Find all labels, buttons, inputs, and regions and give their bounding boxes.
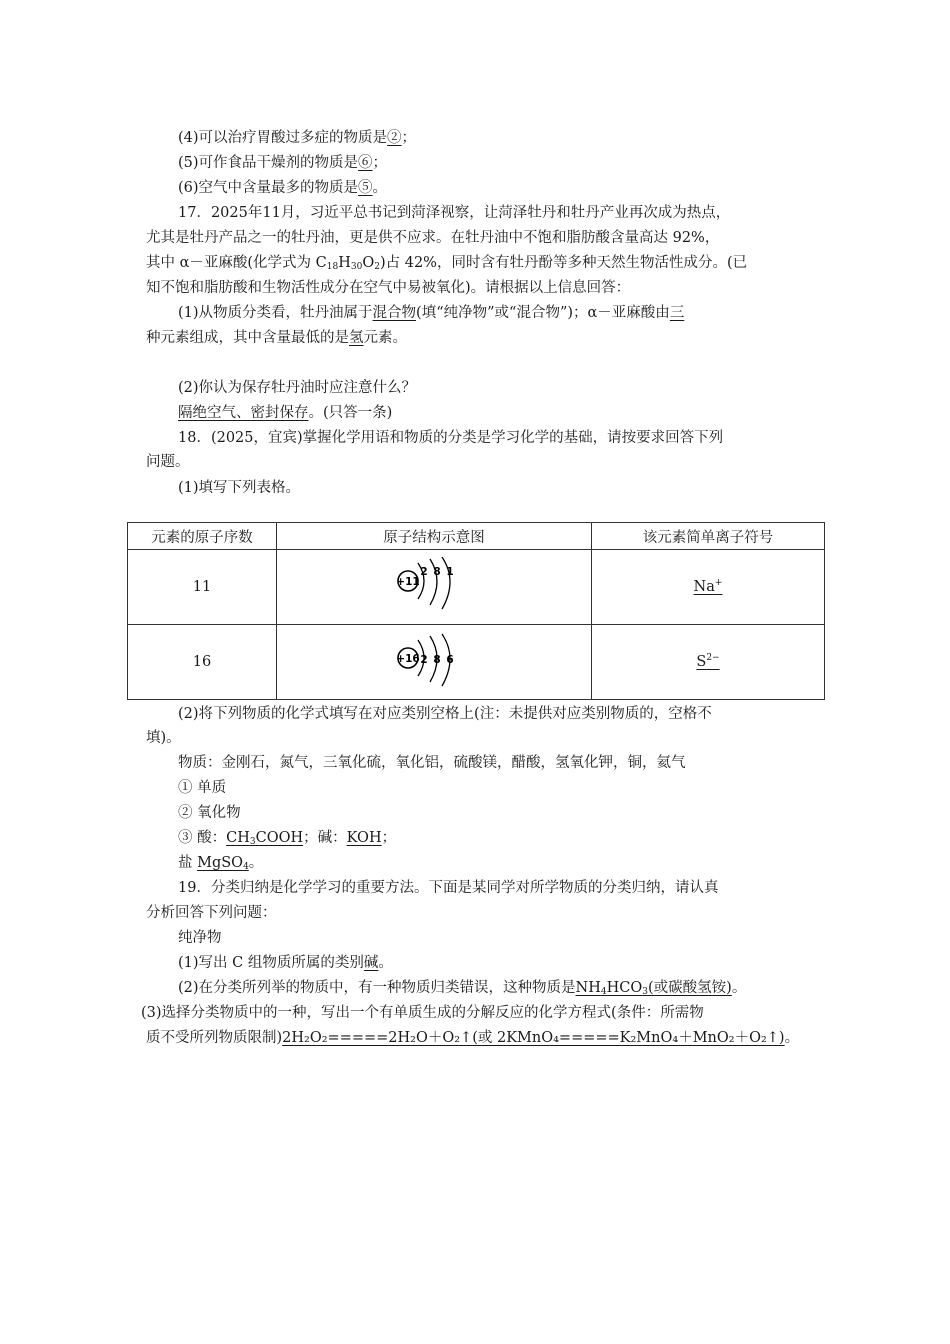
answer: ⑤ [358, 180, 373, 196]
shell-electrons: 2 [420, 566, 428, 578]
answer: MgSO$_4$ [197, 855, 249, 872]
table-header-row [128, 523, 825, 550]
q19-sub3-line-2: 质不受所列物质限制)2H₂O₂=====2H₂O＋O₂↑(或 2KMnO₄=====K₂MnO₄＋MnO₂＋O₂↑)。 [146, 1030, 800, 1046]
shell-electrons: 8 [433, 654, 441, 666]
answer: 氢 [349, 330, 364, 346]
ion-symbol-cell [592, 625, 825, 700]
q18-category-salt: 盐 MgSO$_4$。 [178, 855, 264, 872]
answer: 三 [669, 305, 685, 321]
nucleus-charge: +11 [396, 576, 420, 588]
equation-answer: 2H₂O₂=====2H₂O＋O₂↑(或 2KMnO₄=====K₂MnO₄＋MnO₂＋O₂↑) [282, 1030, 785, 1046]
q18-sub2-line-2: 填)。 [146, 730, 181, 746]
sulfur-atom-diagram [394, 632, 474, 692]
q19-sub1: (1)写出 C 组物质所属的类别碱。 [178, 955, 393, 971]
answer: $NH_4HCO_3$(或碳酸氢铵) [575, 980, 732, 997]
atomic-structure-table [127, 522, 825, 700]
shell-electrons: 8 [433, 566, 441, 578]
answer: 碱 [363, 955, 379, 971]
q17-stem-line-2: 尤其是牡丹产品之一的牡丹油，更是供不应求。在牡丹油中不饱和脂肪酸含量高达 92%， [146, 230, 720, 246]
q19-sub3-line-1: (3)选择分类物质中的一种，写出一个有单质生成的分解反应的化学方程式(条件：所需物 [141, 1005, 704, 1021]
q18-sub1: (1)填写下列表格。 [178, 480, 301, 496]
q17-sub1-cont: 种元素组成，其中含量最低的是氢元素。 [146, 330, 407, 346]
answer: 隔绝空气、密封保存 [178, 405, 309, 421]
answer: $CH_3COOH$ [226, 830, 304, 847]
table-row [128, 550, 825, 625]
answer: ⑥ [358, 155, 373, 171]
q18-category-oxides: ② 氧化物 [178, 805, 241, 821]
q17-sub2-answer: 隔绝空气、密封保存。(只答一条) [178, 405, 393, 421]
answer: Na+ [693, 578, 723, 595]
atom-structure-diagram-cell [277, 550, 592, 625]
q19-stem-line-1: 19．分类归纳是化学学习的重要方法。下面是某同学对所学物质的分类归纳，请认真 [178, 880, 719, 896]
table-header: 元素的原子序数 [128, 523, 277, 550]
nucleus-charge: +16 [396, 653, 420, 665]
table-header: 该元素简单离子符号 [592, 523, 825, 550]
q17-stem-line-4: 知不饱和脂肪酸和生物活性成分在空气中易被氧化)。请根据以上信息回答： [146, 280, 631, 296]
q18-stem-line-1: 18．(2025，宜宾)掌握化学用语和物质的分类是学习化学的基础，请按要求回答下列 [178, 430, 724, 446]
q17-stem-line-3: 其中 α－亚麻酸(化学式为 $C_{18}H_{30}O_2$)占 42%，同时含有牡丹酚等多种天然生物活性成分。(已 [146, 255, 748, 272]
table-header: 原子结构示意图 [277, 523, 592, 550]
shell-electrons: 2 [420, 654, 428, 666]
q17-sub2: (2)你认为保存牡丹油时应注意什么？ [178, 380, 417, 396]
q16-line-6: (6)空气中含量最多的物质是⑤。 [178, 180, 388, 196]
q18-sub2-line-1: (2)将下列物质的化学式填写在对应类别空格上(注：未提供对应类别物质的，空格不 [178, 706, 712, 722]
q18-substances: 物质：金刚石，氮气，三氧化硫，氧化铝，硫酸镁，醋酸，氢氧化钾，铜，氦气 [178, 755, 686, 771]
table-row [128, 625, 825, 700]
sodium-atom-diagram [394, 557, 474, 617]
q19-stem-line-2: 分析回答下列问题： [146, 905, 277, 921]
q18-category-elements: ① 单质 [178, 780, 227, 796]
answer: $S^{2-}$ [696, 653, 720, 670]
atom-structure-diagram-cell [277, 625, 592, 700]
q16-line-4: (4)可以治疗胃酸过多症的物质是②； [178, 130, 417, 146]
q17-sub1: (1)从物质分类看，牡丹油属于混合物(填“纯净物”或“混合物”)；α－亚麻酸由三 [178, 305, 685, 321]
answer: 混合物 [372, 305, 417, 321]
answer: KOH [346, 830, 382, 846]
ion-symbol-cell [592, 550, 825, 625]
q19-label: 纯净物 [178, 930, 222, 946]
atomic-number-cell: 11 [128, 550, 277, 625]
shell-electrons: 6 [446, 654, 454, 666]
atomic-number-cell: 16 [128, 625, 277, 700]
q17-stem-line-1: 17．2025年11月，习近平总书记到菏泽视察，让菏泽牡丹和牡丹产业再次成为热点， [178, 205, 731, 221]
q16-line-5: (5)可作食品干燥剂的物质是⑥； [178, 155, 388, 171]
q19-sub2: (2)在分类所列举的物质中，有一种物质归类错误，这种物质是$NH_4HCO_3$(或碳酸氢铵)。 [178, 980, 747, 997]
answer: ② [387, 130, 402, 146]
shell-electrons: 1 [446, 566, 454, 578]
q18-category-acid-base: ③ 酸：$CH_3COOH$；碱：KOH； [178, 830, 397, 847]
q18-stem-line-2: 问题。 [146, 454, 190, 470]
